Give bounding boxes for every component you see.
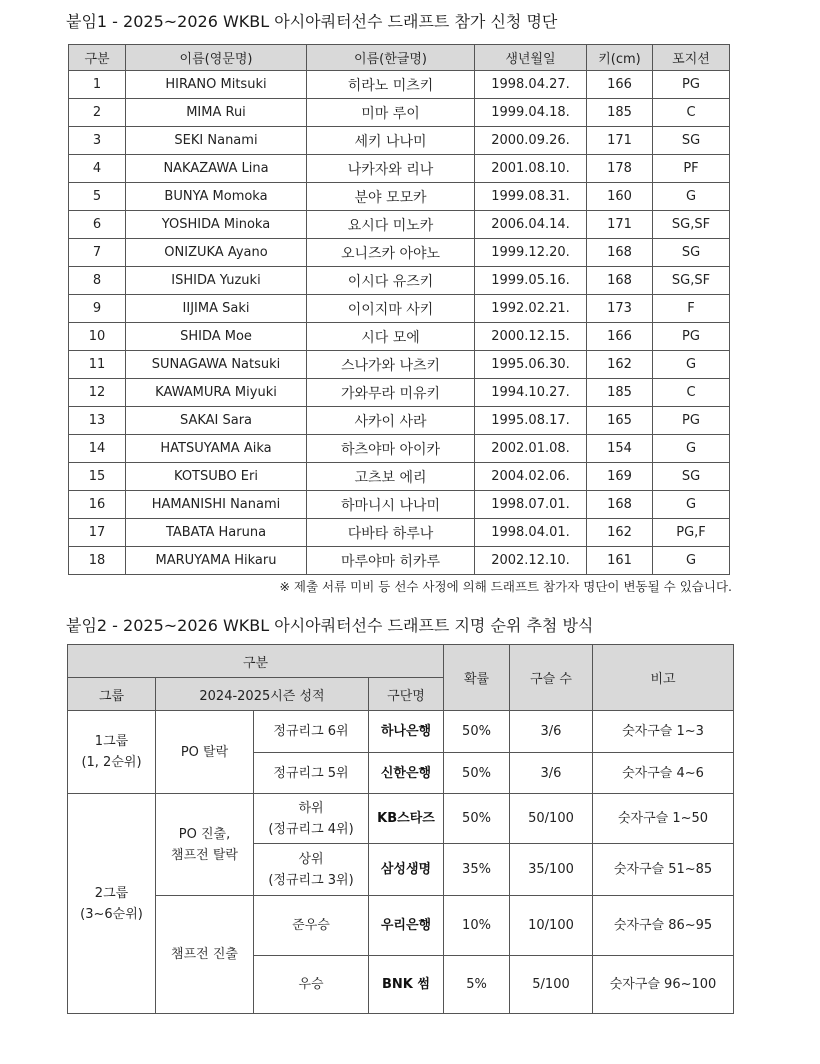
player-number-cell: 8 <box>69 267 126 295</box>
probability-cell: 35% <box>444 844 510 896</box>
height-cell: 166 <box>587 71 653 99</box>
height-cell: 171 <box>587 127 653 155</box>
english-name-cell: NAKAZAWA Lina <box>126 155 307 183</box>
height-cell: 154 <box>587 435 653 463</box>
korean-name-cell: 히라노 미츠키 <box>307 71 475 99</box>
height-cell: 171 <box>587 211 653 239</box>
korean-name-cell: 가와무라 미유키 <box>307 379 475 407</box>
header-team: 구단명 <box>369 678 444 711</box>
attachment2-title: 붙임2 - 2025~2026 WKBL 아시아쿼터선수 드래프트 지명 순위 추첨 방식 <box>66 616 594 635</box>
remarks-cell: 숫자구슬 1~50 <box>593 794 734 844</box>
korean-name-cell: 이시다 유즈키 <box>307 267 475 295</box>
rank-label: 우승 <box>298 977 324 992</box>
korean-name-cell: 세키 나나미 <box>307 127 475 155</box>
probability-cell: 50% <box>444 711 510 753</box>
player-number-cell: 3 <box>69 127 126 155</box>
position-cell: SG,SF <box>653 267 730 295</box>
position-cell: F <box>653 295 730 323</box>
table-header-row-1 <box>68 645 734 678</box>
header-birthdate: 생년월일 <box>475 45 587 71</box>
table-row <box>69 267 730 295</box>
group-cell <box>68 794 156 1014</box>
group-sub: (1, 2순위) <box>81 755 142 770</box>
position-cell: C <box>653 99 730 127</box>
table-row <box>68 896 734 956</box>
height-cell: 178 <box>587 155 653 183</box>
status-label: PO 진출, <box>178 826 231 842</box>
header-group: 그룹 <box>68 678 156 711</box>
english-name-cell: KOTSUBO Eri <box>126 463 307 491</box>
table-row <box>69 435 730 463</box>
team-cell: 삼성생명 <box>369 844 444 896</box>
status-cell <box>156 794 254 896</box>
position-cell: G <box>653 183 730 211</box>
balls-cell: 3/6 <box>510 753 593 794</box>
korean-name-cell: 다바타 하루나 <box>307 519 475 547</box>
english-name-cell: MARUYAMA Hikaru <box>126 547 307 575</box>
table-row <box>69 71 730 99</box>
rank-cell <box>254 711 369 753</box>
height-cell: 185 <box>587 99 653 127</box>
remarks-cell: 숫자구슬 1~3 <box>593 711 734 753</box>
birthdate-cell: 1995.08.17. <box>475 407 587 435</box>
remarks-cell: 숫자구슬 51~85 <box>593 844 734 896</box>
english-name-cell: BUNYA Momoka <box>126 183 307 211</box>
birthdate-cell: 1999.12.20. <box>475 239 587 267</box>
korean-name-cell: 이이지마 사키 <box>307 295 475 323</box>
position-cell: C <box>653 379 730 407</box>
player-number-cell: 16 <box>69 491 126 519</box>
table-row <box>69 491 730 519</box>
player-number-cell: 5 <box>69 183 126 211</box>
rank-label: 정규리그 5위 <box>273 765 349 781</box>
birthdate-cell: 2000.12.15. <box>475 323 587 351</box>
rank-cell <box>254 896 369 956</box>
header-season-record: 2024-2025시즌 성적 <box>156 678 369 711</box>
rank-sub: (정규리그 3위) <box>268 872 354 888</box>
birthdate-cell: 1995.06.30. <box>475 351 587 379</box>
position-cell: PF <box>653 155 730 183</box>
table-row <box>69 519 730 547</box>
header-remarks: 비고 <box>593 645 734 711</box>
korean-name-cell: 시다 모에 <box>307 323 475 351</box>
header-probability: 확률 <box>444 645 510 711</box>
rank-label: 하위 <box>298 800 324 816</box>
height-cell: 160 <box>587 183 653 211</box>
height-cell: 168 <box>587 491 653 519</box>
birthdate-cell: 2000.09.26. <box>475 127 587 155</box>
player-number-cell: 1 <box>69 71 126 99</box>
remarks-cell: 숫자구슬 96~100 <box>593 956 734 1014</box>
table-row <box>69 127 730 155</box>
english-name-cell: SEKI Nanami <box>126 127 307 155</box>
english-name-cell: SAKAI Sara <box>126 407 307 435</box>
birthdate-cell: 2002.01.08. <box>475 435 587 463</box>
rank-label: 정규리그 6위 <box>273 724 349 739</box>
birthdate-cell: 2001.08.10. <box>475 155 587 183</box>
rank-label: 준우승 <box>292 918 330 933</box>
team-cell: 신한은행 <box>369 753 444 794</box>
position-cell: G <box>653 547 730 575</box>
korean-name-cell: 미마 루이 <box>307 99 475 127</box>
birthdate-cell: 1999.08.31. <box>475 183 587 211</box>
player-number-cell: 7 <box>69 239 126 267</box>
height-cell: 185 <box>587 379 653 407</box>
table-row <box>69 239 730 267</box>
player-number-cell: 17 <box>69 519 126 547</box>
header-balls: 구슬 수 <box>510 645 593 711</box>
probability-cell: 5% <box>444 956 510 1014</box>
team-cell: 우리은행 <box>369 896 444 956</box>
table-row <box>68 794 734 844</box>
position-cell: PG <box>653 71 730 99</box>
table-row <box>68 711 734 753</box>
birthdate-cell: 2004.02.06. <box>475 463 587 491</box>
header-position: 포지션 <box>653 45 730 71</box>
table-row <box>69 351 730 379</box>
header-height: 키(cm) <box>587 45 653 71</box>
table-row <box>69 183 730 211</box>
birthdate-cell: 2006.04.14. <box>475 211 587 239</box>
birthdate-cell: 1999.05.16. <box>475 267 587 295</box>
rank-cell <box>254 844 369 896</box>
korean-name-cell: 마루야마 히카루 <box>307 547 475 575</box>
probability-cell: 10% <box>444 896 510 956</box>
english-name-cell: TABATA Haruna <box>126 519 307 547</box>
position-cell: SG,SF <box>653 211 730 239</box>
footnote: ※ 제출 서류 미비 등 선수 사정에 의해 드래프트 참가자 명단이 변동될 수 있습니다. <box>279 579 732 594</box>
position-cell: PG <box>653 323 730 351</box>
player-number-cell: 10 <box>69 323 126 351</box>
attachment1-title: 붙임1 - 2025~2026 WKBL 아시아쿼터선수 드래프트 참가 신청 명단 <box>66 12 558 31</box>
birthdate-cell: 1992.02.21. <box>475 295 587 323</box>
probability-cell: 50% <box>444 794 510 844</box>
korean-name-cell: 나카자와 리나 <box>307 155 475 183</box>
draft-applicant-table <box>68 44 730 575</box>
height-cell: 166 <box>587 323 653 351</box>
player-number-cell: 11 <box>69 351 126 379</box>
english-name-cell: HATSUYAMA Aika <box>126 435 307 463</box>
korean-name-cell: 하마니시 나나미 <box>307 491 475 519</box>
birthdate-cell: 2002.12.10. <box>475 547 587 575</box>
status-label-2: 챔프전 탈락 <box>171 847 238 863</box>
header-korean-name: 이름(한글명) <box>307 45 475 71</box>
table-row <box>69 155 730 183</box>
lottery-method-table <box>67 644 734 1014</box>
rank-label: 상위 <box>298 851 324 867</box>
position-cell: SG <box>653 239 730 267</box>
table-row <box>69 323 730 351</box>
english-name-cell: IIJIMA Saki <box>126 295 307 323</box>
english-name-cell: YOSHIDA Minoka <box>126 211 307 239</box>
table-row <box>69 99 730 127</box>
group-sub: (3~6순위) <box>80 906 143 922</box>
table-row <box>69 407 730 435</box>
group-label: 2그룹 <box>94 885 129 901</box>
remarks-cell: 숫자구슬 86~95 <box>593 896 734 956</box>
table-row <box>69 547 730 575</box>
birthdate-cell: 1994.10.27. <box>475 379 587 407</box>
table-row <box>69 211 730 239</box>
position-cell: PG <box>653 407 730 435</box>
position-cell: G <box>653 435 730 463</box>
team-cell: KB스타즈 <box>369 794 444 844</box>
balls-cell: 5/100 <box>510 956 593 1014</box>
height-cell: 161 <box>587 547 653 575</box>
english-name-cell: ONIZUKA Ayano <box>126 239 307 267</box>
status-cell <box>156 896 254 1014</box>
english-name-cell: KAWAMURA Miyuki <box>126 379 307 407</box>
height-cell: 169 <box>587 463 653 491</box>
header-no: 구분 <box>69 45 126 71</box>
position-cell: PG,F <box>653 519 730 547</box>
korean-name-cell: 오니즈카 아야노 <box>307 239 475 267</box>
height-cell: 162 <box>587 351 653 379</box>
team-cell: BNK 썸 <box>369 956 444 1014</box>
player-number-cell: 12 <box>69 379 126 407</box>
rank-cell <box>254 956 369 1014</box>
birthdate-cell: 1998.04.01. <box>475 519 587 547</box>
korean-name-cell: 스나가와 나츠키 <box>307 351 475 379</box>
header-english-name: 이름(영문명) <box>126 45 307 71</box>
balls-cell: 3/6 <box>510 711 593 753</box>
position-cell: SG <box>653 463 730 491</box>
rank-sub: (정규리그 4위) <box>268 821 354 837</box>
player-number-cell: 4 <box>69 155 126 183</box>
remarks-cell: 숫자구슬 4~6 <box>593 753 734 794</box>
balls-cell: 50/100 <box>510 794 593 844</box>
korean-name-cell: 사카이 사라 <box>307 407 475 435</box>
birthdate-cell: 1998.07.01. <box>475 491 587 519</box>
group-cell <box>68 711 156 794</box>
balls-cell: 35/100 <box>510 844 593 896</box>
english-name-cell: MIMA Rui <box>126 99 307 127</box>
rank-cell <box>254 753 369 794</box>
player-number-cell: 15 <box>69 463 126 491</box>
height-cell: 168 <box>587 267 653 295</box>
height-cell: 165 <box>587 407 653 435</box>
table-header-row <box>69 45 730 71</box>
status-label: PO 탈락 <box>180 744 229 760</box>
table-row <box>69 463 730 491</box>
balls-cell: 10/100 <box>510 896 593 956</box>
probability-cell: 50% <box>444 753 510 794</box>
team-cell: 하나은행 <box>369 711 444 753</box>
korean-name-cell: 분야 모모카 <box>307 183 475 211</box>
height-cell: 168 <box>587 239 653 267</box>
korean-name-cell: 하츠야마 아이카 <box>307 435 475 463</box>
player-number-cell: 6 <box>69 211 126 239</box>
position-cell: SG <box>653 127 730 155</box>
status-cell <box>156 711 254 794</box>
korean-name-cell: 고츠보 에리 <box>307 463 475 491</box>
height-cell: 162 <box>587 519 653 547</box>
group-label: 1그룹 <box>94 734 129 749</box>
rank-cell <box>254 794 369 844</box>
header-category: 구분 <box>68 645 444 678</box>
player-number-cell: 9 <box>69 295 126 323</box>
status-label: 챔프전 진출 <box>171 947 238 962</box>
player-number-cell: 14 <box>69 435 126 463</box>
table-row <box>69 295 730 323</box>
english-name-cell: SHIDA Moe <box>126 323 307 351</box>
player-number-cell: 13 <box>69 407 126 435</box>
english-name-cell: HAMANISHI Nanami <box>126 491 307 519</box>
birthdate-cell: 1998.04.27. <box>475 71 587 99</box>
player-number-cell: 2 <box>69 99 126 127</box>
english-name-cell: ISHIDA Yuzuki <box>126 267 307 295</box>
height-cell: 173 <box>587 295 653 323</box>
birthdate-cell: 1999.04.18. <box>475 99 587 127</box>
table-row <box>69 379 730 407</box>
english-name-cell: SUNAGAWA Natsuki <box>126 351 307 379</box>
position-cell: G <box>653 351 730 379</box>
player-number-cell: 18 <box>69 547 126 575</box>
english-name-cell: HIRANO Mitsuki <box>126 71 307 99</box>
position-cell: G <box>653 491 730 519</box>
korean-name-cell: 요시다 미노카 <box>307 211 475 239</box>
